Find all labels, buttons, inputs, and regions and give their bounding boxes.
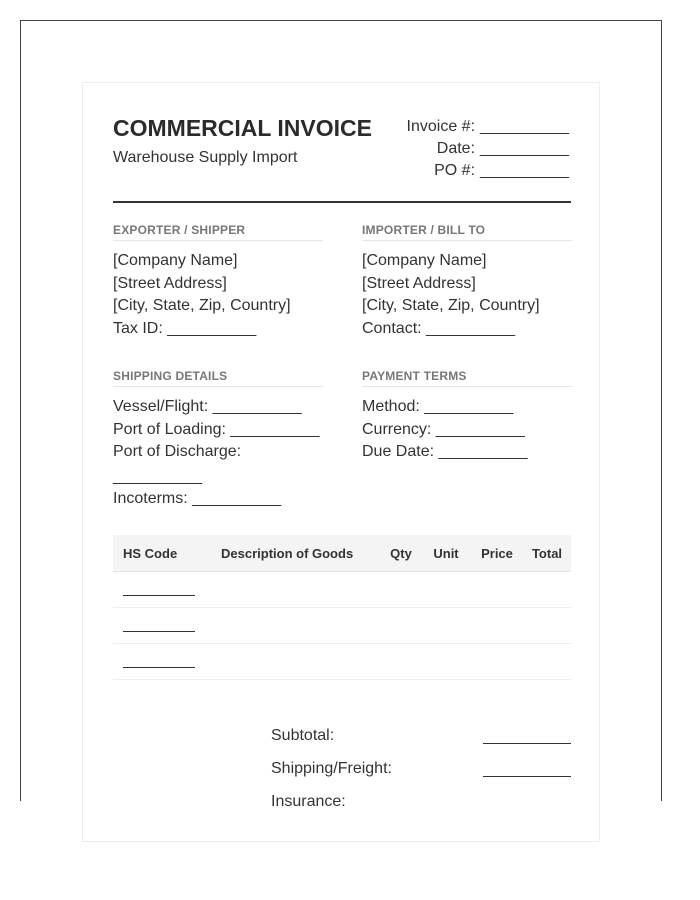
exporter-section xyxy=(113,223,323,340)
shipping-freight-field[interactable] xyxy=(483,758,571,777)
invoice-number-field[interactable]: __________ xyxy=(480,118,569,135)
importer-company: [Company Name] xyxy=(362,252,487,269)
description-cell[interactable] xyxy=(217,608,381,644)
table-header-row xyxy=(113,535,571,572)
total-cell[interactable] xyxy=(523,608,571,644)
table-row xyxy=(113,608,571,644)
payment-heading: PAYMENT TERMS xyxy=(362,369,572,387)
shipping-vessel: Vessel/Flight: __________ xyxy=(113,398,302,415)
date-field[interactable]: __________ xyxy=(480,140,569,157)
shipping-port-loading: Port of Loading: __________ xyxy=(113,420,320,438)
payment-due-date: Due Date: __________ xyxy=(362,443,528,460)
exporter-heading: EXPORTER / SHIPPER xyxy=(113,223,323,241)
shipping-section xyxy=(113,369,323,511)
importer-contact: Contact: __________ xyxy=(362,319,516,337)
document-subtitle: Warehouse Supply Import xyxy=(113,149,298,166)
payment-method: Method: __________ xyxy=(362,398,514,415)
page-frame xyxy=(20,20,662,810)
shipping-freight-label: Shipping/Freight: xyxy=(271,760,392,777)
hs-code-cell[interactable] xyxy=(113,572,217,608)
subtotal-label: Subtotal: xyxy=(271,727,335,744)
table-row xyxy=(113,644,571,680)
unit-cell[interactable] xyxy=(421,644,471,680)
column-header-total: Total xyxy=(523,535,571,572)
importer-street: [Street Address] xyxy=(362,274,476,292)
invoice-document xyxy=(82,82,600,842)
header-divider xyxy=(113,201,571,203)
exporter-city: [City, State, Zip, Country] xyxy=(113,297,291,314)
insurance-label: Insurance: xyxy=(271,793,346,810)
qty-cell[interactable] xyxy=(381,608,421,644)
po-number-field[interactable]: __________ xyxy=(480,162,569,179)
price-cell[interactable] xyxy=(471,644,523,680)
payment-currency: Currency: __________ xyxy=(362,420,525,438)
exporter-company: [Company Name] xyxy=(113,252,238,269)
hs-code-cell[interactable] xyxy=(113,608,217,644)
po-number-label: PO #: xyxy=(434,162,476,179)
document-title: COMMERCIAL INVOICE xyxy=(113,115,372,141)
unit-cell[interactable] xyxy=(421,608,471,644)
insurance-row xyxy=(271,789,571,822)
line-items-table xyxy=(113,535,571,680)
total-cell[interactable] xyxy=(523,572,571,608)
subtotal-field[interactable] xyxy=(483,725,571,744)
hs-code-blank xyxy=(123,617,195,632)
hs-code-blank xyxy=(123,581,195,596)
date-row xyxy=(369,136,569,158)
total-cell[interactable] xyxy=(523,644,571,680)
po-number-row xyxy=(369,158,569,180)
shipping-heading: SHIPPING DETAILS xyxy=(113,369,323,387)
unit-cell[interactable] xyxy=(421,572,471,608)
exporter-street: [Street Address] xyxy=(113,274,227,292)
subtotal-row xyxy=(271,723,571,756)
description-cell[interactable] xyxy=(217,572,381,608)
description-cell[interactable] xyxy=(217,644,381,680)
hs-code-cell[interactable] xyxy=(113,644,217,680)
price-cell[interactable] xyxy=(471,572,523,608)
totals-section xyxy=(271,723,571,822)
column-header-price: Price xyxy=(471,535,523,572)
column-header-qty: Qty xyxy=(381,535,421,572)
payment-section xyxy=(362,369,572,464)
qty-cell[interactable] xyxy=(381,644,421,680)
exporter-tax-id: Tax ID: __________ xyxy=(113,319,257,337)
column-header-unit: Unit xyxy=(421,535,471,572)
hs-code-blank xyxy=(123,653,195,668)
date-label: Date: xyxy=(436,140,476,157)
importer-heading: IMPORTER / BILL TO xyxy=(362,223,572,241)
invoice-number-row xyxy=(369,114,569,136)
column-header-description: Description of Goods xyxy=(217,535,381,572)
shipping-incoterms: Incoterms: __________ xyxy=(113,490,282,507)
importer-city: [City, State, Zip, Country] xyxy=(362,297,540,314)
table-row xyxy=(113,572,571,608)
qty-cell[interactable] xyxy=(381,572,421,608)
invoice-meta xyxy=(369,114,569,180)
column-header-hs-code: HS Code xyxy=(113,535,217,572)
importer-section xyxy=(362,223,572,340)
price-cell[interactable] xyxy=(471,608,523,644)
shipping-port-discharge: Port of Discharge: xyxy=(113,443,242,460)
invoice-number-label: Invoice #: xyxy=(406,118,476,135)
shipping-freight-row xyxy=(271,756,571,789)
shipping-port-discharge-blank: __________ xyxy=(113,467,202,485)
